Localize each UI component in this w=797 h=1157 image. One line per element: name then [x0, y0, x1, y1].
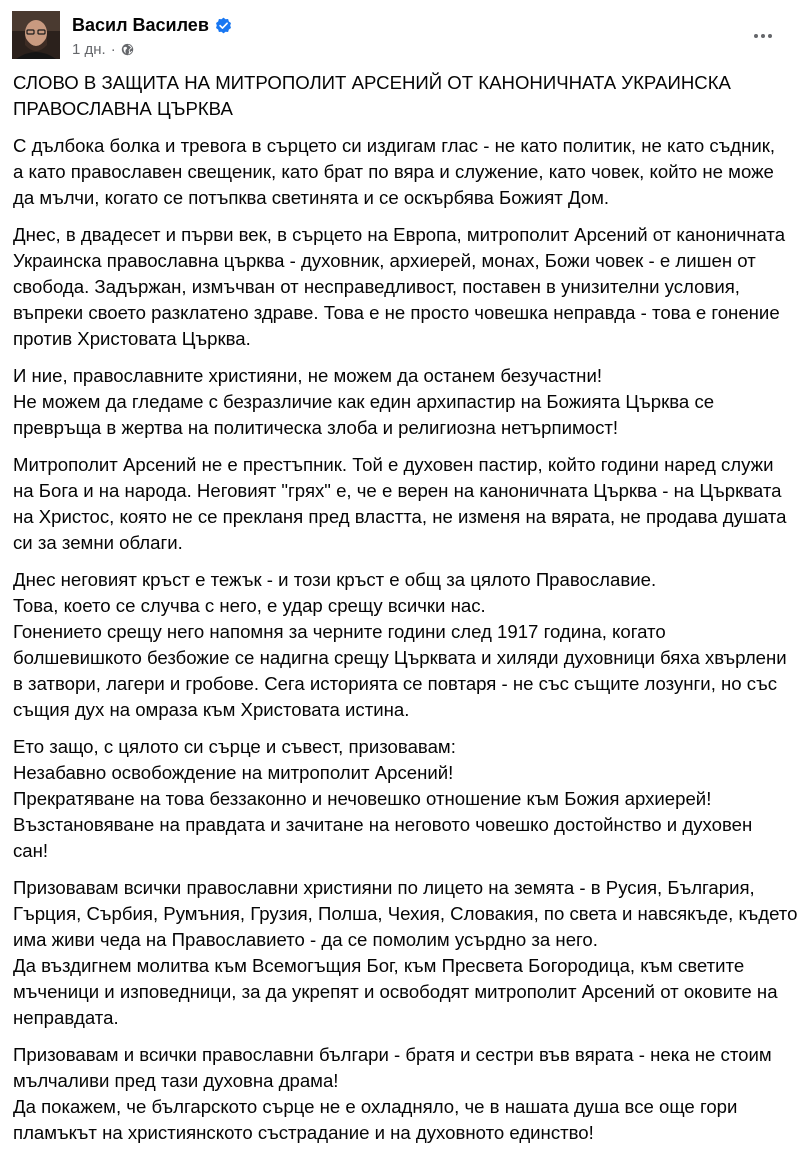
- post-text-line: болшевишкото безбожие се надигна срещу Църквата и хиляди духовници бяха хвърлени: [13, 647, 787, 668]
- post-text-line: Възстановяване на правдата и зачитане на неговото човешко достойнство и духовен: [13, 814, 753, 835]
- post-text-line: Гърция, Сърбия, Румъния, Грузия, Полша, Чехия, Словакия, по света и навсякъде, където: [13, 903, 797, 924]
- post-text-line: С дълбока болка и тревога в сърцето си издигам глас - не като политик, не като съдник,: [13, 135, 776, 156]
- post-text-line: превръща в жертва на политическа злоба и религиозна нетърпимост!: [13, 417, 619, 438]
- post-text-line: И ние, православните християни, не можем да останем безучастни!: [13, 365, 602, 386]
- post-text-line: Прекратяване на това беззаконно и нечовешко отношение към Божия архиерей!: [13, 788, 712, 809]
- post-text-line: Да въздигнем молитва към Всемогъщия Бог, към Пресвета Богородица, към светите: [13, 955, 745, 976]
- globe-icon[interactable]: [121, 43, 134, 56]
- post-heading: [13, 70, 785, 122]
- post-text-line: на Христос, която не се прекланя пред властта, не изменя на вярата, не продава душата: [13, 506, 787, 527]
- post-text-line: същия дух на омраза към Христовата истина.: [13, 699, 410, 720]
- post-body: [13, 70, 797, 1157]
- post-text-line: мълчаливи пред тази духовна драма!: [13, 1070, 339, 1091]
- author-name[interactable]: Васил Василев: [72, 14, 209, 35]
- post-text-line: Митрополит Арсений не е престъпник. Той е духовен пастир, който години наред служи: [13, 454, 774, 475]
- author-avatar[interactable]: [12, 11, 60, 59]
- post-header: [0, 0, 792, 70]
- post-text-line: неправдата.: [13, 1007, 119, 1028]
- post-text-line: Днес, в двадесет и първи век, в сърцето на Европа, митрополит Арсений от каноничната: [13, 224, 786, 245]
- post-text-line: свобода. Задържан, измъчван от несправедливост, поставен в унизителни условия,: [13, 276, 740, 297]
- post-text-line: Незабавно освобождение на митрополит Арсений!: [13, 762, 454, 783]
- post-text-line: а като православен свещеник, като брат по вяра и служение, като човек, който не може: [13, 161, 774, 182]
- post-text-line: ПРАВОСЛАВНА ЦЪРКВА: [13, 98, 233, 119]
- post-text-line: си за земни облаги.: [13, 532, 183, 553]
- post-paragraph: [13, 363, 785, 441]
- post-paragraph: [13, 875, 797, 1031]
- post-text-line: в затвори, лагери и гробове. Сега историята се повтаря - не със същите лозунги, но със: [13, 673, 778, 694]
- post-paragraph: [13, 452, 785, 556]
- post-paragraph: [13, 133, 785, 211]
- post-text-line: Призовавам всички православни християни по лицето на земята - в Русия, България,: [13, 877, 755, 898]
- post-text-line: Гонението срещу него напомня за черните години след 1917 година, когато: [13, 621, 666, 642]
- post-text-line: има живи чеда на Православието - да се помолим усърдно за него.: [13, 929, 598, 950]
- post-paragraph: [13, 222, 785, 352]
- meta-separator: ·: [110, 40, 116, 58]
- post-timestamp[interactable]: 1 дн.: [72, 40, 106, 58]
- post-text-line: на Бога и на народа. Неговият "грях" е, че е верен на каноничната Църква - на Църквата: [13, 480, 782, 501]
- post-text-line: сан!: [13, 840, 49, 861]
- post-text-line: пламъкът на християнското състрадание и на духовното единство!: [13, 1122, 594, 1143]
- author-line: [72, 13, 232, 37]
- post-meta: [72, 39, 134, 59]
- post-text-line: Не можем да гледаме с безразличие как един архипастир на Божията Църква се: [13, 391, 715, 412]
- post-text-line: Украинска православна църква - духовник, архиерей, монах, Божи човек - е лишен от: [13, 250, 756, 271]
- post-text-line: да мълчи, когато се потъпква светинята и се оскърбява Божият Дом.: [13, 187, 610, 208]
- post-paragraph: [13, 734, 785, 864]
- post-text-line: СЛОВО В ЗАЩИТА НА МИТРОПОЛИТ АРСЕНИЙ ОТ КАНОНИЧНАТА УКРАИНСКА: [13, 72, 731, 93]
- post-paragraph: [13, 567, 785, 723]
- more-options-icon[interactable]: [748, 22, 778, 50]
- post-text-line: против Христовата Църква.: [13, 328, 251, 349]
- verified-badge-icon: [215, 17, 232, 34]
- post-text-line: Призовавам и всички православни българи - братя и сестри във вярата - нека не стоим: [13, 1044, 772, 1065]
- post-text-line: мъченици и изповедници, за да укрепят и освободят митрополит Арсений от оковите на: [13, 981, 778, 1002]
- post-text-line: Днес неговият кръст е тежък - и този кръст е общ за цялото Православие.: [13, 569, 657, 590]
- post-text-line: Да покажем, че българското сърце не е охладняло, че в нашата душа все още гори: [13, 1096, 738, 1117]
- post-text-line: Ето защо, с цялото си сърце и съвест, призовавам:: [13, 736, 456, 757]
- post-text-line: Това, което се случва с него, е удар срещу всички нас.: [13, 595, 486, 616]
- post-paragraph: [13, 1042, 785, 1146]
- post-text-line: въпреки своето разклатено здраве. Това е не просто човешка неправда - това е гонение: [13, 302, 780, 323]
